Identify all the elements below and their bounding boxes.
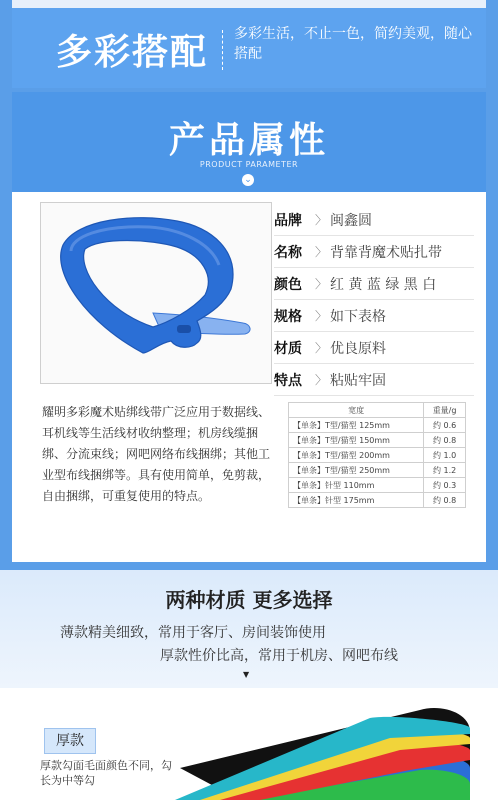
table-row (289, 478, 466, 493)
chevron-right-icon: 〉 (314, 309, 327, 323)
top-banner (0, 0, 498, 92)
attribute-value: 粘贴牢固 (330, 372, 386, 389)
chevron-right-icon: 〉 (314, 245, 327, 259)
spec-size: 【单条】T型/猫型 250mm (289, 463, 424, 478)
spec-weight: 约 0.6 (424, 418, 466, 433)
spec-size: 【单条】针型 175mm (289, 493, 424, 508)
attribute-row (274, 236, 474, 268)
table-row (289, 433, 466, 448)
thick-badge: 厚款 (44, 728, 96, 754)
attribute-row (274, 204, 474, 236)
attribute-value: 背靠背魔术贴扎带 (330, 244, 442, 261)
banner-separator (222, 30, 223, 70)
spec-size: 【单条】T型/猫型 150mm (289, 433, 424, 448)
attribute-key: 规格 (274, 308, 302, 325)
spec-header-row (289, 403, 466, 418)
attribute-value: 闽鑫圆 (330, 212, 372, 229)
attribute-value: 红 黄 蓝 绿 黑 白 (330, 276, 437, 293)
spec-size: 【单条】针型 110mm (289, 478, 424, 493)
caret-down-icon: ▼ (243, 670, 250, 679)
chevron-right-icon: 〉 (314, 277, 327, 291)
attribute-row (274, 268, 474, 300)
materials-section (0, 570, 498, 688)
table-row (289, 493, 466, 508)
product-subtitle: PRODUCT PARAMETER (199, 160, 299, 169)
attribute-key: 颜色 (274, 276, 302, 293)
product-title: 产品属性 (168, 120, 329, 161)
materials-line-thick: 厚款性价比高，常用于机房、网吧布线 (160, 648, 398, 664)
spec-table (288, 402, 466, 508)
attribute-row (274, 300, 474, 332)
attribute-row (274, 364, 474, 396)
attribute-key: 特点 (274, 372, 302, 389)
spec-weight: 约 0.8 (424, 493, 466, 508)
product-description: 耀明多彩魔术贴绑线带广泛应用于数据线、耳机线等生活线材收纳整理；机房线缆捆绑、分流束线；网吧网络布线捆绑；其他工业型布线捆绑等。具有使用简单，免剪裁，自由捆绑，可重复使用的特点。 (42, 405, 271, 503)
chevron-down-icon: ⌄ (242, 174, 254, 186)
spec-size: 【单条】T型/猫型 200mm (289, 448, 424, 463)
attribute-key: 品牌 (274, 212, 302, 229)
attribute-key: 材质 (274, 340, 302, 357)
spec-header-width: 宽度 (289, 403, 424, 418)
attribute-value: 如下表格 (330, 308, 386, 325)
spec-weight: 约 0.8 (424, 433, 466, 448)
materials-title: 两种材质 更多选择 (165, 588, 333, 612)
table-row (289, 463, 466, 478)
spec-size: 【单条】T型/猫型 125mm (289, 418, 424, 433)
spec-weight: 约 0.3 (424, 478, 466, 493)
spec-header-weight: 重量/g (424, 403, 466, 418)
chevron-right-icon: 〉 (314, 373, 327, 387)
product-section (0, 92, 498, 570)
banner-description: 多彩生活，不止一色，简约美观，随心搭配 (234, 26, 472, 62)
attribute-row (274, 332, 474, 364)
chevron-right-icon: 〉 (314, 213, 327, 227)
product-hero (12, 92, 486, 192)
product-frame (12, 92, 486, 562)
thick-note: 厚款勾面毛面颜色不同，勾长为中等勾 (40, 759, 172, 787)
table-row (289, 448, 466, 463)
spec-weight: 约 1.0 (424, 448, 466, 463)
attribute-list (274, 204, 474, 396)
attribute-key: 名称 (274, 244, 302, 261)
chevron-right-icon: 〉 (314, 341, 327, 355)
table-row (289, 418, 466, 433)
attribute-value: 优良原料 (330, 340, 386, 357)
banner-top-line (12, 0, 486, 8)
spec-weight: 约 1.2 (424, 463, 466, 478)
strap-image (41, 203, 271, 383)
thick-variant-section (0, 688, 498, 800)
product-photo (40, 202, 272, 384)
banner-title: 多彩搭配 (56, 32, 209, 73)
banner-card (12, 0, 486, 88)
materials-line-thin: 薄款精美细致，常用于客厅、房间装饰使用 (60, 625, 326, 641)
